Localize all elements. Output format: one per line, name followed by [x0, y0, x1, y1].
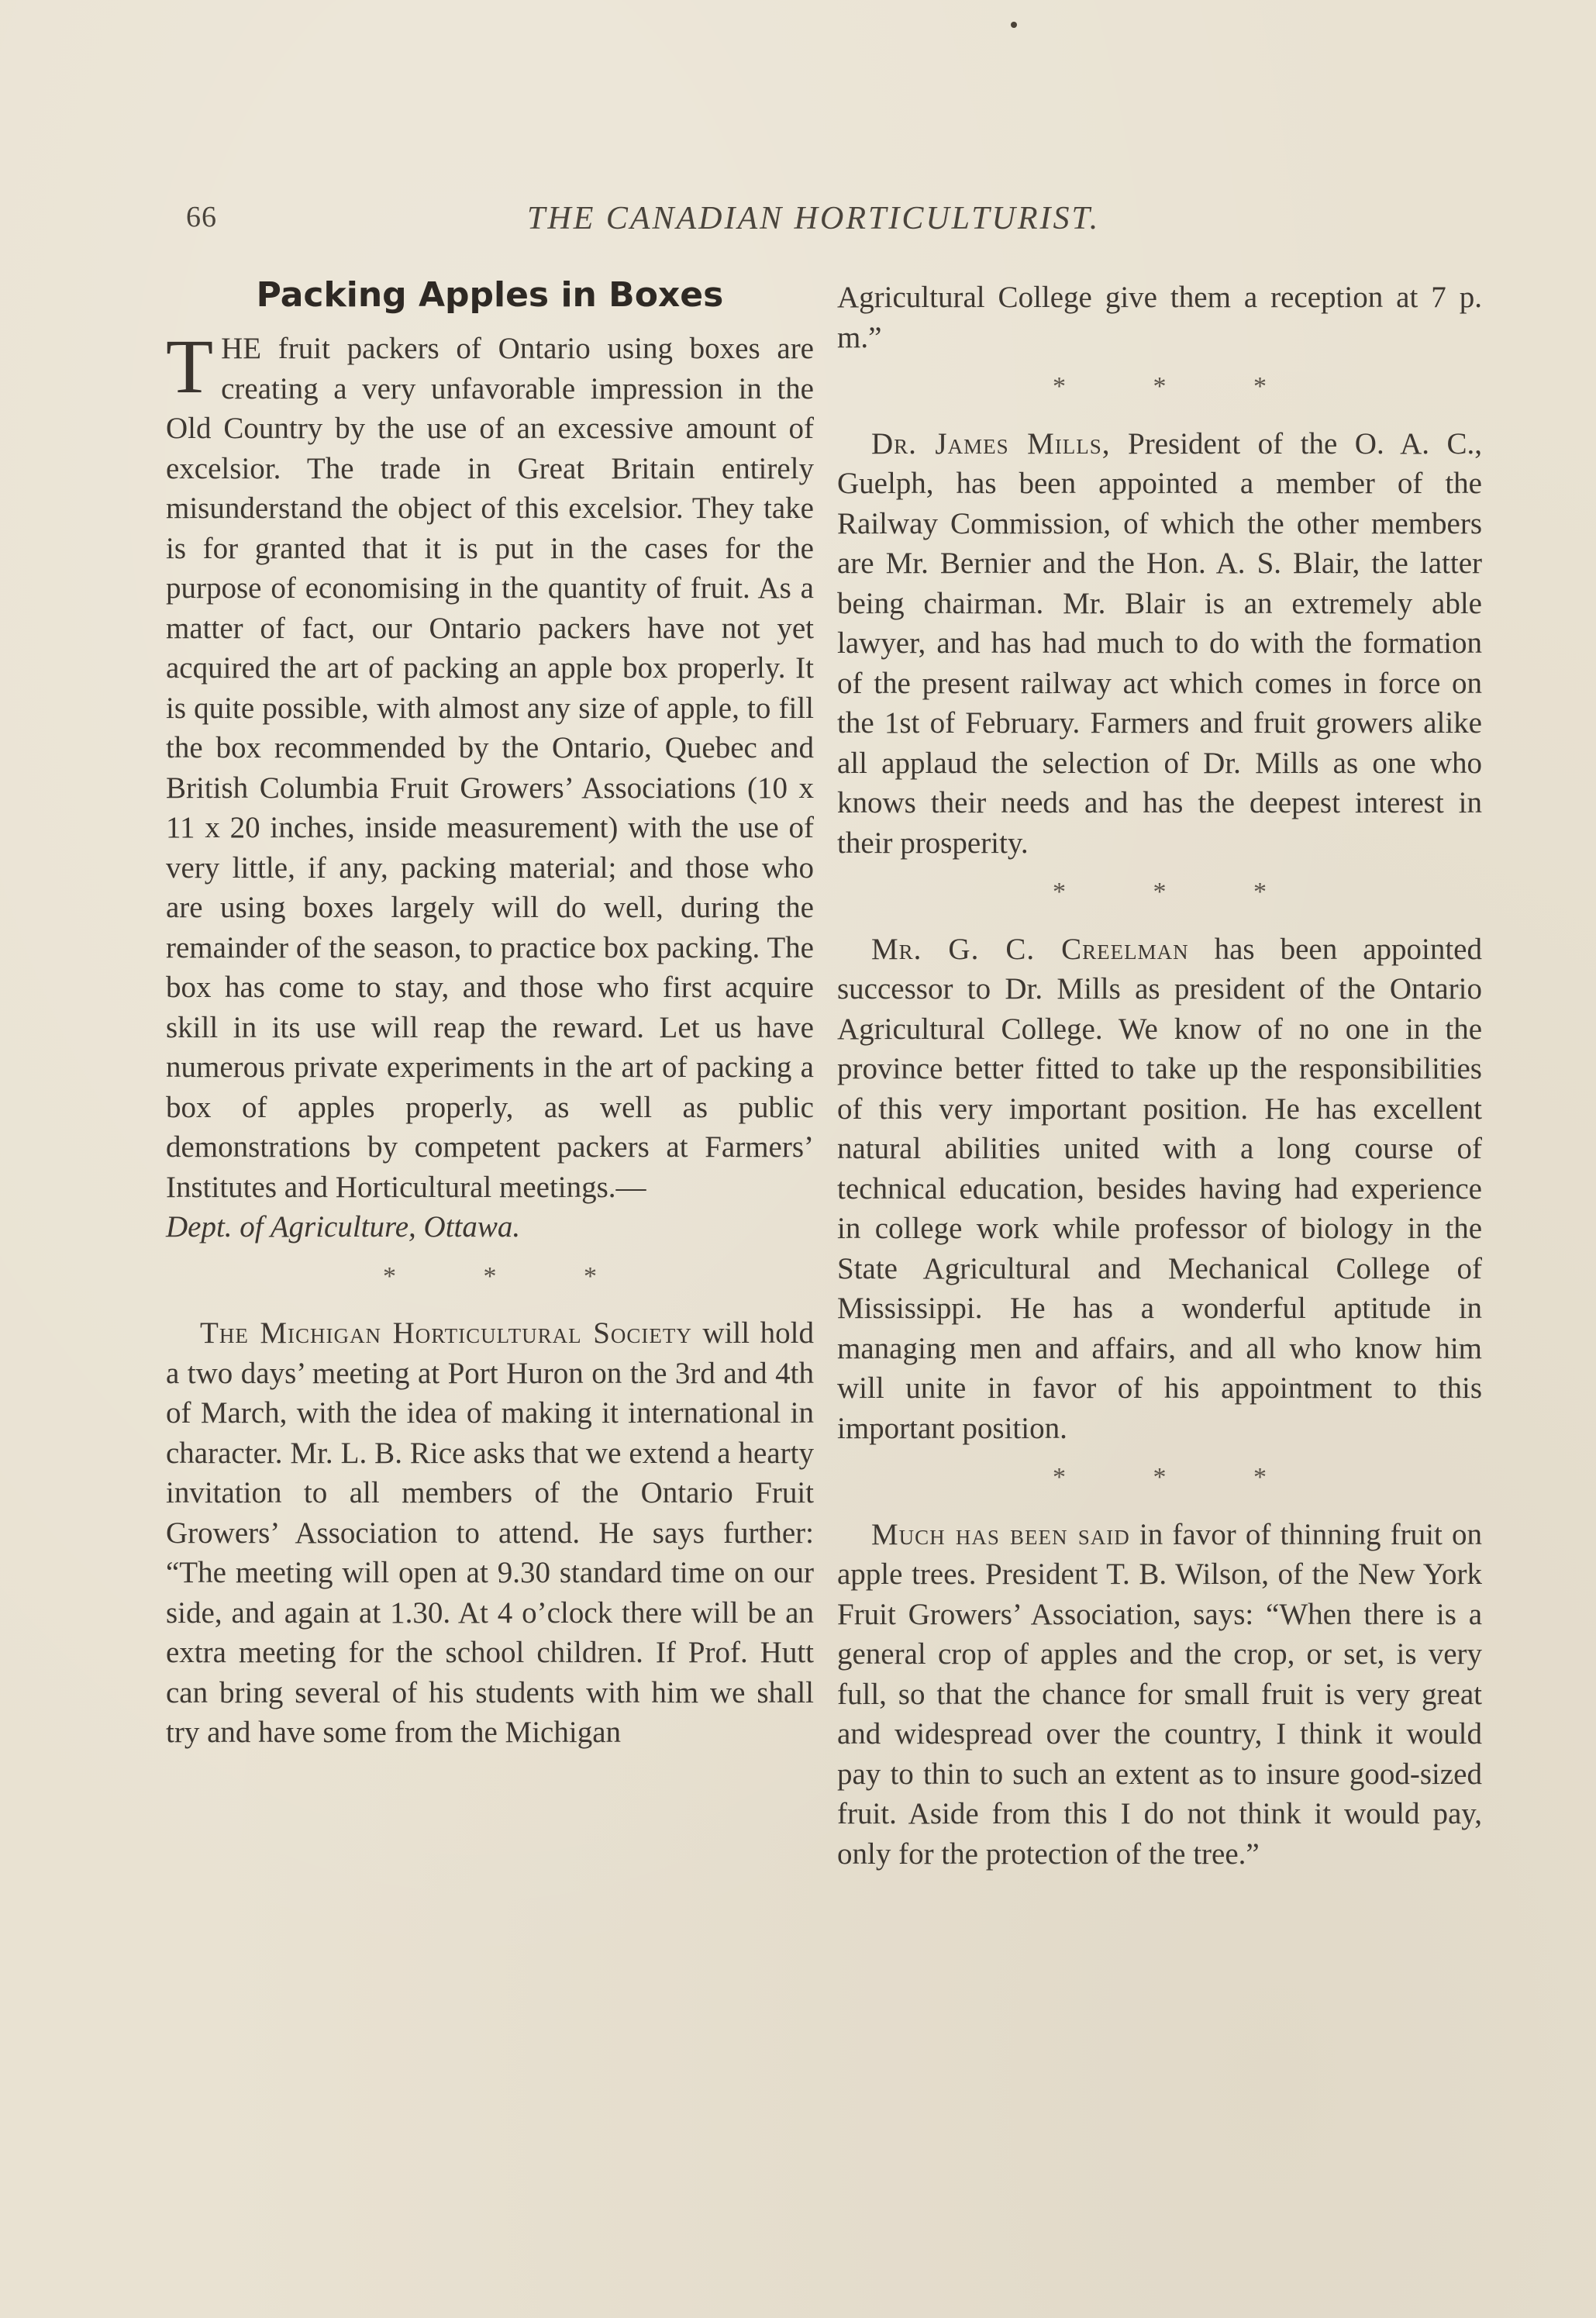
creelman-item	[837, 930, 1482, 1449]
article-title: Packing Apples in Boxes	[256, 275, 724, 315]
drop-cap: T	[166, 323, 214, 409]
michigan-lead: The Michigan Horticultural Society	[200, 1316, 692, 1350]
article-body	[166, 323, 814, 1207]
left-column	[166, 271, 814, 1753]
thinning-item	[837, 1515, 1482, 1875]
michigan-item	[166, 1313, 814, 1753]
section-separator: * * *	[1053, 372, 1307, 401]
creelman-lead: Mr. G. C. Creelman	[871, 932, 1189, 966]
mills-item	[837, 424, 1482, 864]
running-head	[186, 200, 1155, 247]
section-separator: * * *	[1053, 1463, 1307, 1492]
page-number: 66	[186, 201, 217, 233]
mills-lead: Dr. James Mills,	[871, 426, 1111, 460]
thinning-body: in favor of thinning fruit on apple trees. President T. B. Wilson, of the New York Fruit Growers’ Association, says: “When there is a general crop of apples and the crop, or set, is very full, so that the chance for small fruit is very great and widespread over the country, I think it would pay to thin to such an extent as to insure good-sized fruit. Aside from this I do not think it would pay, only for the protection of the tree.”	[837, 1517, 1482, 1871]
right-column	[837, 278, 1482, 1874]
section-separator: * * *	[1053, 878, 1307, 906]
ink-speck	[1011, 22, 1017, 28]
thinning-lead: Much has been said	[871, 1517, 1130, 1551]
journal-title: THE CANADIAN HORTICULTURIST.	[527, 201, 1101, 236]
michigan-body: will hold a two days’ meeting at Port Huron on the 3rd and 4th of March, with the idea of making it international in character. Mr. L. B. Rice asks that we extend a hearty invitation to all members of the Ontario Fruit Growers’ Association to attend. He says further: “The meeting will open at 9.30 standard time on our side, and again at 1.30. At 4 o’clock there will be an extra meeting for the school children. If Prof. Hutt can bring several of his students with him we shall try and have some from the Michigan	[166, 1316, 814, 1749]
article-credit: Dept. of Agriculture, Ottawa.	[166, 1210, 521, 1244]
article-credit-line	[166, 1207, 814, 1247]
section-separator: * * *	[383, 1261, 637, 1291]
continuation-text: Agricultural College give them a reception at 7 p. m.”	[837, 281, 1482, 354]
article-text: HE fruit packers of Ontario using boxes are creating a very unfavorable impression in the Old Country by the use of an excessive amount of excelsior. The trade in Great Britain entirely misunderstand the object of this excelsior. They take is for granted that it is put in the cases for the purpose of economising in the quantity of fruit. As a matter of fact, our Ontario packers have not yet acquired the art of packing an apple box properly. It is quite possible, with almost any size of apple, to fill the box recommended by the Ontario, Quebec and British Columbia Fruit Growers’ Associations (10 x 11 x 20 inches, inside measurement) with the use of very little, if any, packing material; and those who are using boxes largely will do well, during the remainder of the season, to practice box packing. The box has come to stay, and those who first acquire skill in its use will reap the reward. Let us have numerous private experiments in the art of packing a box of apples properly, as well as public demonstrations by competent packers at Farmers’ Institutes and Horticultural meetings.—	[166, 332, 814, 1204]
creelman-body: has been appointed successor to Dr. Mills as president of the Ontario Agricultural College. We know of no one in the province better fitted to take up the responsibilities of this very important position. He has excellent natural abilities united with a long course of technical education, besides having had experience in college work while professor of biology in the State Agricultural and Mechanical College of Mississippi. He has a wonderful aptitude in managing men and affairs, and all who know him will unite in favor of his appointment to this important position.	[837, 932, 1482, 1445]
mills-body: President of the O. A. C., Guelph, has been appointed a member of the Railway Commission, of which the other members are Mr. Bernier and the Hon. A. S. Blair, the latter being chairman. Mr. Blair is an extremely able lawyer, and has had much to do with the formation of the present railway act which comes in force on the 1st of February. Farmers and fruit growers alike all applaud the selection of Dr. Mills as one who knows their needs and has the deepest interest in their prosperity.	[837, 426, 1482, 860]
